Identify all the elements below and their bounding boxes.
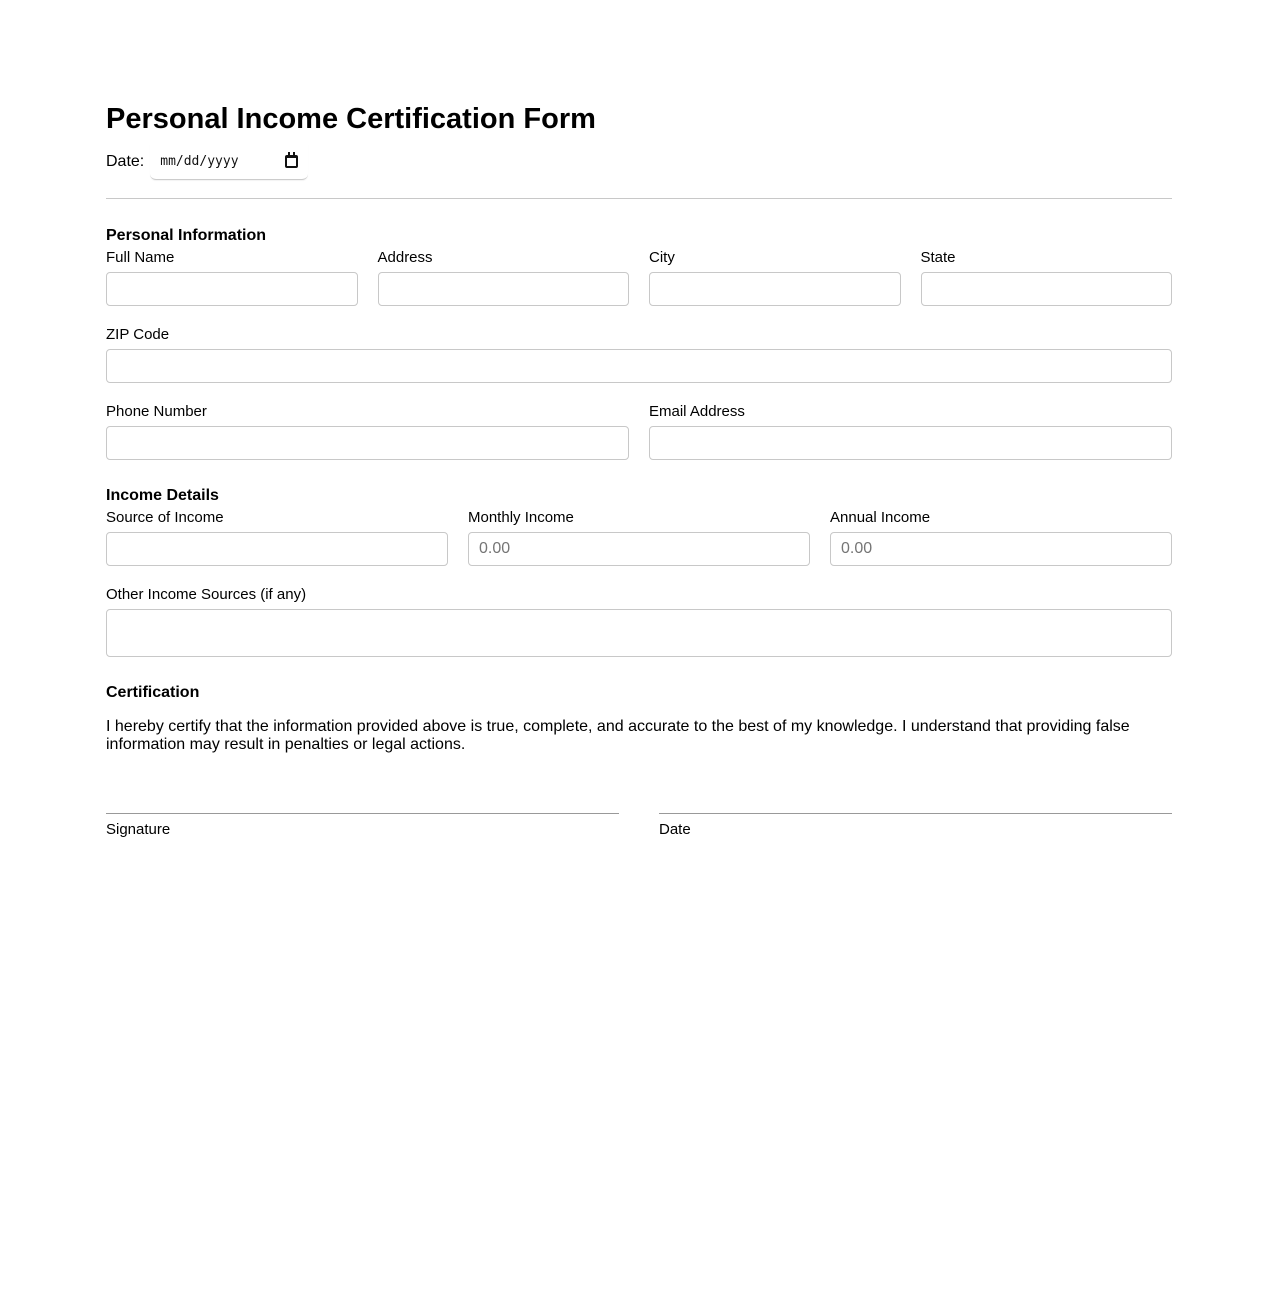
signature-line[interactable] <box>106 813 619 839</box>
income-row-1 <box>106 509 1172 566</box>
source-of-income-field-group <box>106 509 448 566</box>
form-date-row <box>106 144 1172 180</box>
income-certification-form <box>106 0 1172 839</box>
signature-date-line[interactable] <box>659 813 1172 839</box>
personal-information-heading: Personal Information <box>106 227 267 244</box>
income-details-heading: Income Details <box>106 487 219 504</box>
address-field-group <box>378 249 630 306</box>
other-income-sources-label: Other Income Sources (if any) <box>106 586 307 603</box>
monthly-income-field-group <box>468 509 810 566</box>
email-address-field-group <box>649 403 1172 460</box>
full-name-label: Full Name <box>106 249 175 266</box>
source-of-income-label: Source of Income <box>106 509 224 526</box>
personal-info-row-3 <box>106 403 1172 460</box>
monthly-income-input[interactable] <box>468 532 810 566</box>
annual-income-label: Annual Income <box>830 509 931 526</box>
certification-statement: I hereby certify that the information provided above is true, complete, and accurate to the best of my knowledge. I understand that providing false information may result in penalties or legal actions. <box>106 718 1130 753</box>
form-date-input[interactable] <box>150 144 308 180</box>
signature-label: Signature <box>106 821 171 838</box>
signature-date-label: Date <box>659 821 691 838</box>
page-title: Personal Income Certification Form <box>106 103 596 135</box>
full-name-input[interactable] <box>106 272 358 306</box>
certification-heading: Certification <box>106 684 200 701</box>
city-input[interactable] <box>649 272 901 306</box>
city-label: City <box>649 249 675 266</box>
state-field-group <box>921 249 1173 306</box>
state-label: State <box>920 249 956 266</box>
email-address-input[interactable] <box>649 426 1172 460</box>
phone-number-label: Phone Number <box>106 403 207 420</box>
address-label: Address <box>377 249 433 266</box>
phone-number-field-group <box>106 403 629 460</box>
annual-income-input[interactable] <box>830 532 1172 566</box>
zip-code-field-group <box>106 326 1172 383</box>
income-row-2 <box>106 586 1172 657</box>
state-input[interactable] <box>921 272 1173 306</box>
city-field-group <box>649 249 901 306</box>
other-income-sources-textarea[interactable] <box>106 609 1172 657</box>
signature-row <box>106 813 1172 839</box>
address-input[interactable] <box>378 272 630 306</box>
source-of-income-input[interactable] <box>106 532 448 566</box>
phone-number-input[interactable] <box>106 426 629 460</box>
personal-info-row-1 <box>106 249 1172 306</box>
zip-code-input[interactable] <box>106 349 1172 383</box>
form-date-label: Date: <box>106 153 145 170</box>
header-divider <box>106 198 1172 199</box>
zip-code-label: ZIP Code <box>106 326 170 343</box>
annual-income-field-group <box>830 509 1172 566</box>
full-name-field-group <box>106 249 358 306</box>
personal-info-row-2 <box>106 326 1172 383</box>
email-address-label: Email Address <box>649 403 745 420</box>
calendar-icon[interactable] <box>285 155 298 168</box>
date-placeholder: mm/dd/yyyy <box>160 154 239 169</box>
other-income-sources-field-group <box>106 586 1172 657</box>
monthly-income-label: Monthly Income <box>468 509 574 526</box>
